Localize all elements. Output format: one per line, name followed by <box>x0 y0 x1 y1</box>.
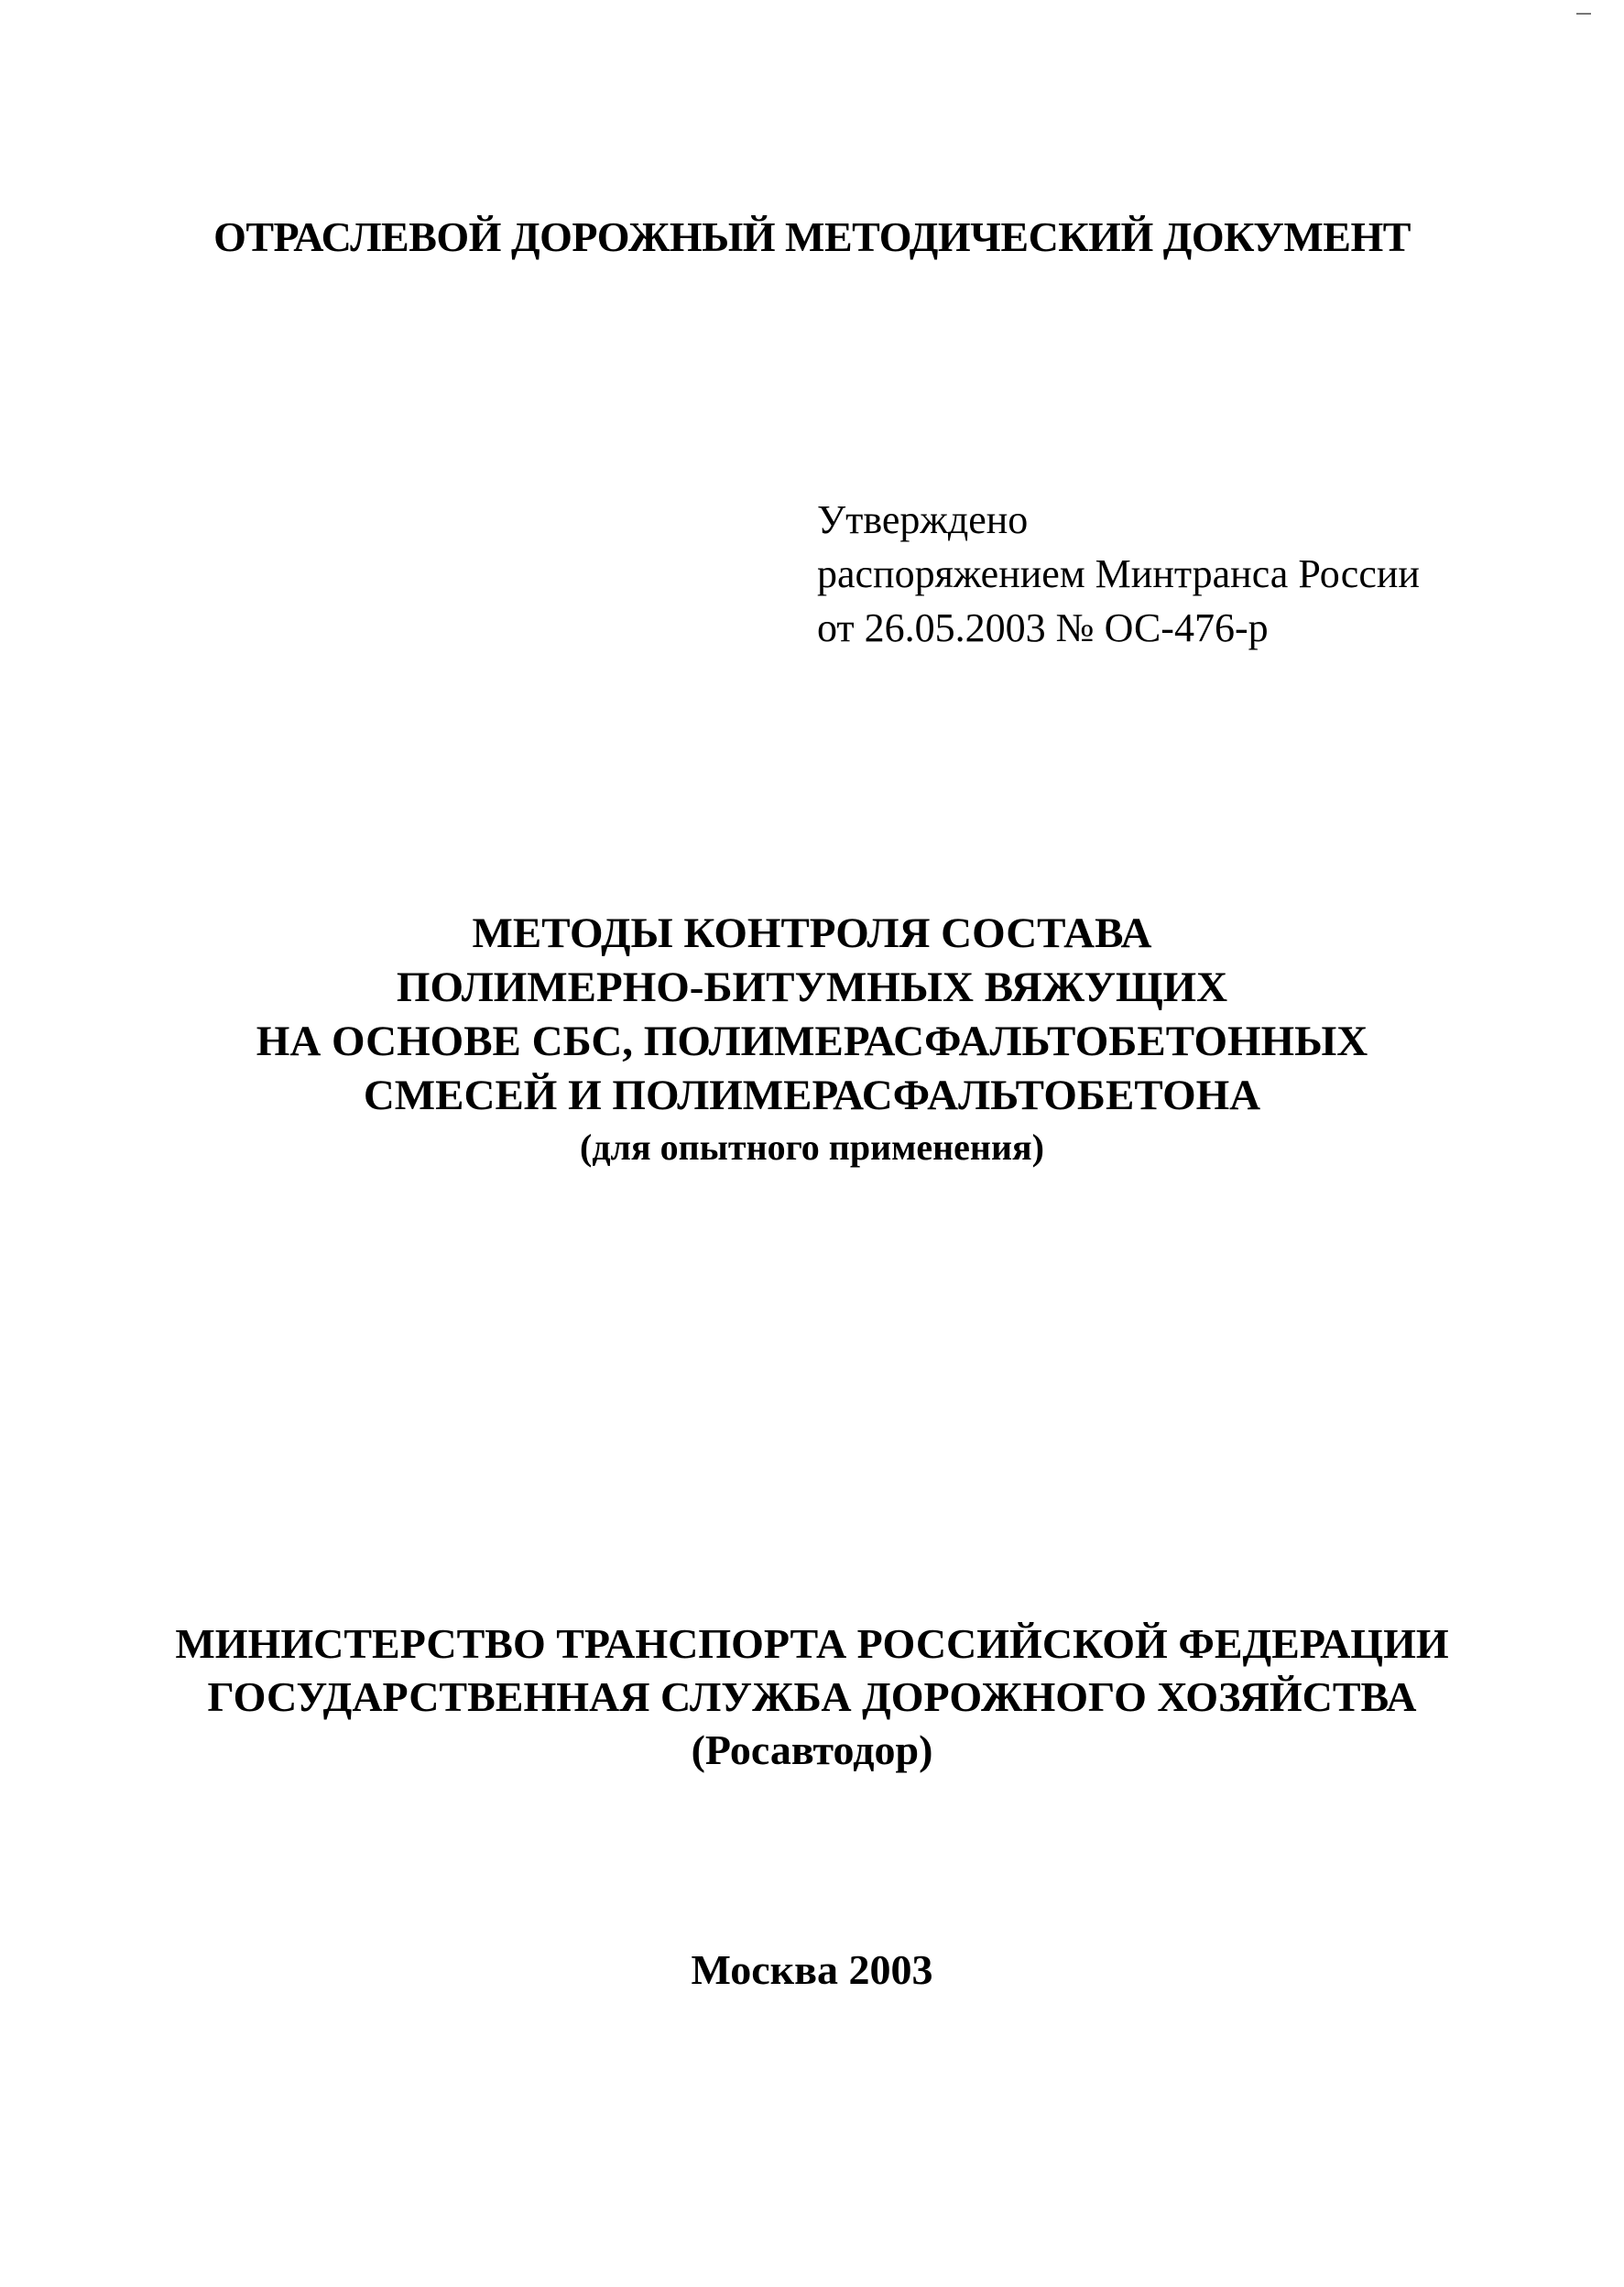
city-year-text: Москва 2003 <box>691 1946 933 1993</box>
approval-block <box>817 493 1568 655</box>
organization-line: ГОСУДАРСТВЕННАЯ СЛУЖБА ДОРОЖНОГО ХОЗЯЙСТВА <box>207 1673 1417 1720</box>
document-category-heading <box>0 212 1624 261</box>
scan-corner-mark <box>1576 13 1591 15</box>
organization-line: МИНИСТЕРСТВО ТРАНСПОРТА РОССИЙСКОЙ ФЕДЕРАЦИИ <box>175 1620 1449 1667</box>
title-line: ПОЛИМЕРНО-БИТУМНЫХ ВЯЖУЩИХ <box>396 964 1228 1011</box>
approval-line: от 26.05.2003 № ОС-476-р <box>817 605 1269 650</box>
organization-block <box>0 1617 1624 1777</box>
place-and-year <box>0 1945 1624 1994</box>
title-line: СМЕСЕЙ И ПОЛИМЕРАСФАЛЬТОБЕТОНА <box>363 1072 1261 1119</box>
approval-line: распоряжением Минтранса России <box>817 551 1420 596</box>
title-line: НА ОСНОВЕ СБС, ПОЛИМЕРАСФАЛЬТОБЕТОННЫХ <box>256 1018 1368 1065</box>
organization-line: (Росавтодор) <box>691 1726 933 1773</box>
title-subtitle: (для опытного применения) <box>580 1127 1044 1168</box>
approval-line: Утверждено <box>817 497 1029 542</box>
document-title <box>0 907 1624 1172</box>
document-category-text: ОТРАСЛЕВОЙ ДОРОЖНЫЙ МЕТОДИЧЕСКИЙ ДОКУМЕНТ <box>213 213 1411 260</box>
title-line: МЕТОДЫ КОНТРОЛЯ СОСТАВА <box>472 909 1152 957</box>
